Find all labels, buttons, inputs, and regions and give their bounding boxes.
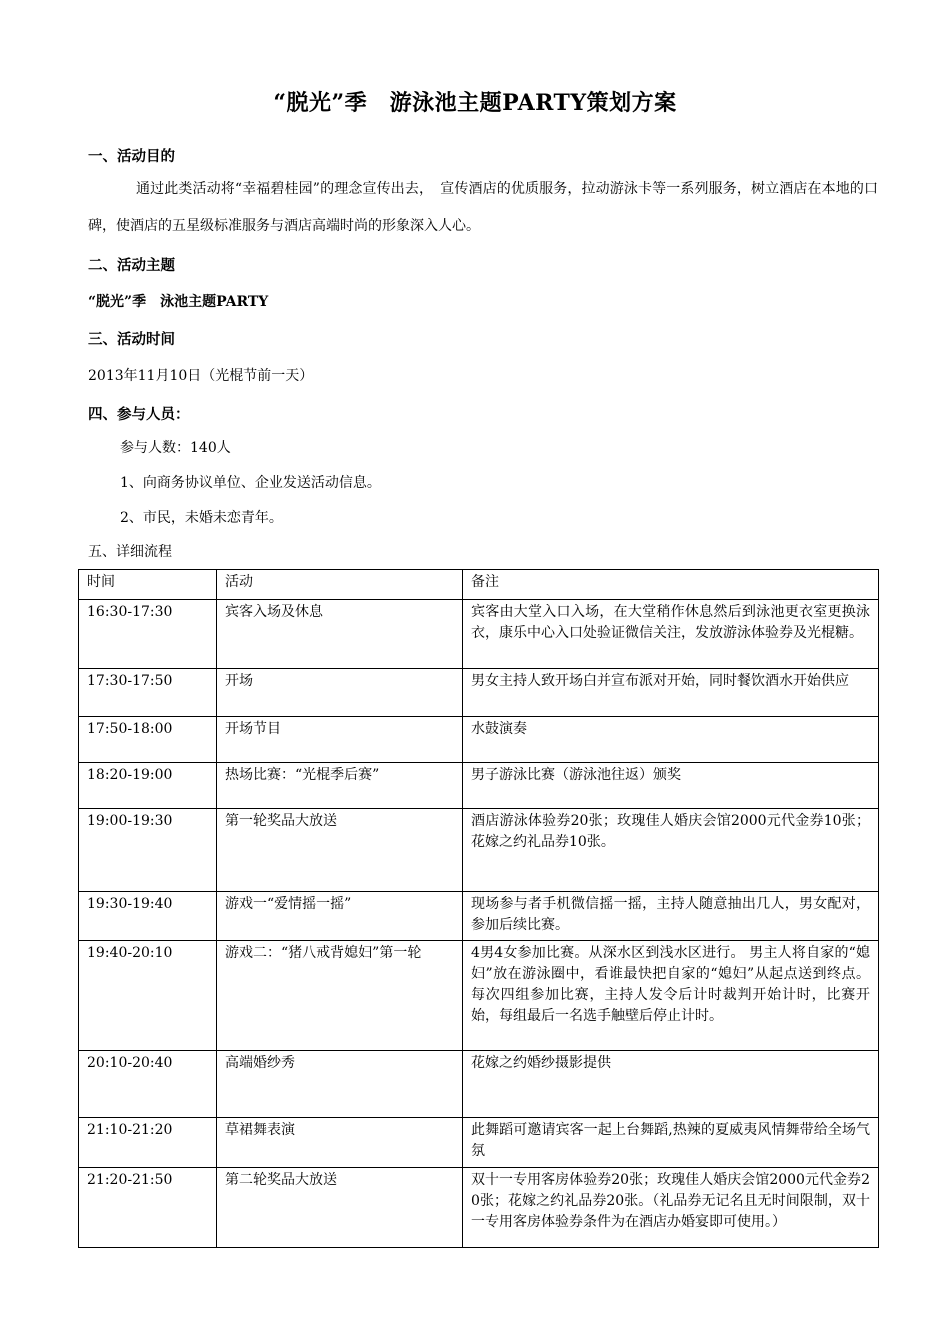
participant-item-2: 2、市民，未婚未恋青年。 (120, 510, 283, 526)
table-row (79, 669, 879, 717)
activity-cell: 游戏二：“猪八戒背媳妇”第一轮 (217, 941, 463, 1051)
activity-cell: 高端婚纱秀 (217, 1051, 463, 1118)
section-heading-purpose: 一、活动目的 (88, 148, 175, 165)
activity-cell: 草裙舞表演 (217, 1118, 463, 1168)
note-cell: 男女主持人致开场白并宣布派对开始，同时餐饮酒水开始供应 (463, 669, 879, 717)
table-row (79, 717, 879, 763)
schedule-table (78, 569, 879, 1248)
table-row (79, 941, 879, 1051)
note-cell: 4男4女参加比赛。从深水区到浅水区进行。 男主人将自家的“媳妇”放在游泳圈中，看谁最快把自家的“媳妇”从起点送到终点。每次四组参加比赛，主持人发令后计时裁判开始计时，比赛开始，每组最后一名选手触壁后停止计时。 (463, 941, 879, 1051)
section-heading-theme: 二、活动主题 (88, 257, 175, 274)
time-cell: 21:10-21:20 (79, 1118, 217, 1168)
time-cell: 20:10-20:40 (79, 1051, 217, 1118)
table-row (79, 600, 879, 669)
header-time: 时间 (79, 570, 217, 600)
activity-cell: 游戏一“爱情摇一摇” (217, 892, 463, 941)
time-cell: 19:30-19:40 (79, 892, 217, 941)
activity-cell: 第二轮奖品大放送 (217, 1168, 463, 1248)
time-cell: 18:20-19:00 (79, 763, 217, 809)
table-header-row (79, 570, 879, 600)
time-cell: 17:30-17:50 (79, 669, 217, 717)
table-row (79, 1168, 879, 1248)
document-title: “脱光”季 游泳池主题PARTY策划方案 (273, 90, 677, 116)
section-body-theme: “脱光”季 泳池主题PARTY (88, 294, 269, 310)
activity-cell: 开场节目 (217, 717, 463, 763)
note-cell: 双十一专用客房体验券20张；玫瑰佳人婚庆会馆2000元代金券20张；花嫁之约礼品券20张。（礼品券无记名且无时间限制，双十一专用客房体验券条件为在酒店办婚宴即可使用。） (463, 1168, 879, 1248)
activity-cell: 第一轮奖品大放送 (217, 809, 463, 892)
section-heading-participants: 四、参与人员： (88, 406, 190, 423)
table-row (79, 1051, 879, 1118)
time-cell: 19:00-19:30 (79, 809, 217, 892)
header-note: 备注 (463, 570, 879, 600)
section-body-time: 2013年11月10日（光棍节前一天） (88, 368, 314, 384)
activity-cell: 宾客入场及休息 (217, 600, 463, 669)
time-cell: 16:30-17:30 (79, 600, 217, 669)
section-heading-process: 五、详细流程 (88, 544, 172, 560)
note-cell: 花嫁之约婚纱摄影提供 (463, 1051, 879, 1118)
note-cell: 此舞蹈可邀请宾客一起上台舞蹈,热辣的夏威夷风情舞带给全场气氛 (463, 1118, 879, 1168)
note-cell: 现场参与者手机微信摇一摇，主持人随意抽出几人，男女配对，参加后续比赛。 (463, 892, 879, 941)
participant-count: 参与人数：140人 (120, 440, 231, 456)
time-cell: 17:50-18:00 (79, 717, 217, 763)
table-row (79, 1118, 879, 1168)
participant-item-1: 1、向商务协议单位、企业发送活动信息。 (120, 475, 381, 491)
note-cell: 水鼓演奏 (463, 717, 879, 763)
table-row (79, 809, 879, 892)
section-body-purpose: 通过此类活动将“幸福碧桂园”的理念宣传出去， 宣传酒店的优质服务，拉动游泳卡等一系列服务，树立酒店在本地的口碑，使酒店的五星级标准服务与酒店高端时尚的形象深入人心。 (88, 181, 878, 234)
activity-cell: 开场 (217, 669, 463, 717)
table-row (79, 763, 879, 809)
note-cell: 酒店游泳体验券20张；玫瑰佳人婚庆会馆2000元代金券10张；花嫁之约礼品券10张。 (463, 809, 879, 892)
activity-cell: 热场比赛：“光棍季后赛” (217, 763, 463, 809)
note-cell: 男子游泳比赛（游泳池往返）颁奖 (463, 763, 879, 809)
section-heading-time: 三、活动时间 (88, 331, 175, 348)
note-cell: 宾客由大堂入口入场，在大堂稍作休息然后到泳池更衣室更换泳衣，康乐中心入口处验证微信关注，发放游泳体验券及光棍糖。 (463, 600, 879, 669)
time-cell: 19:40-20:10 (79, 941, 217, 1051)
table-row (79, 892, 879, 941)
time-cell: 21:20-21:50 (79, 1168, 217, 1248)
header-activity: 活动 (217, 570, 463, 600)
